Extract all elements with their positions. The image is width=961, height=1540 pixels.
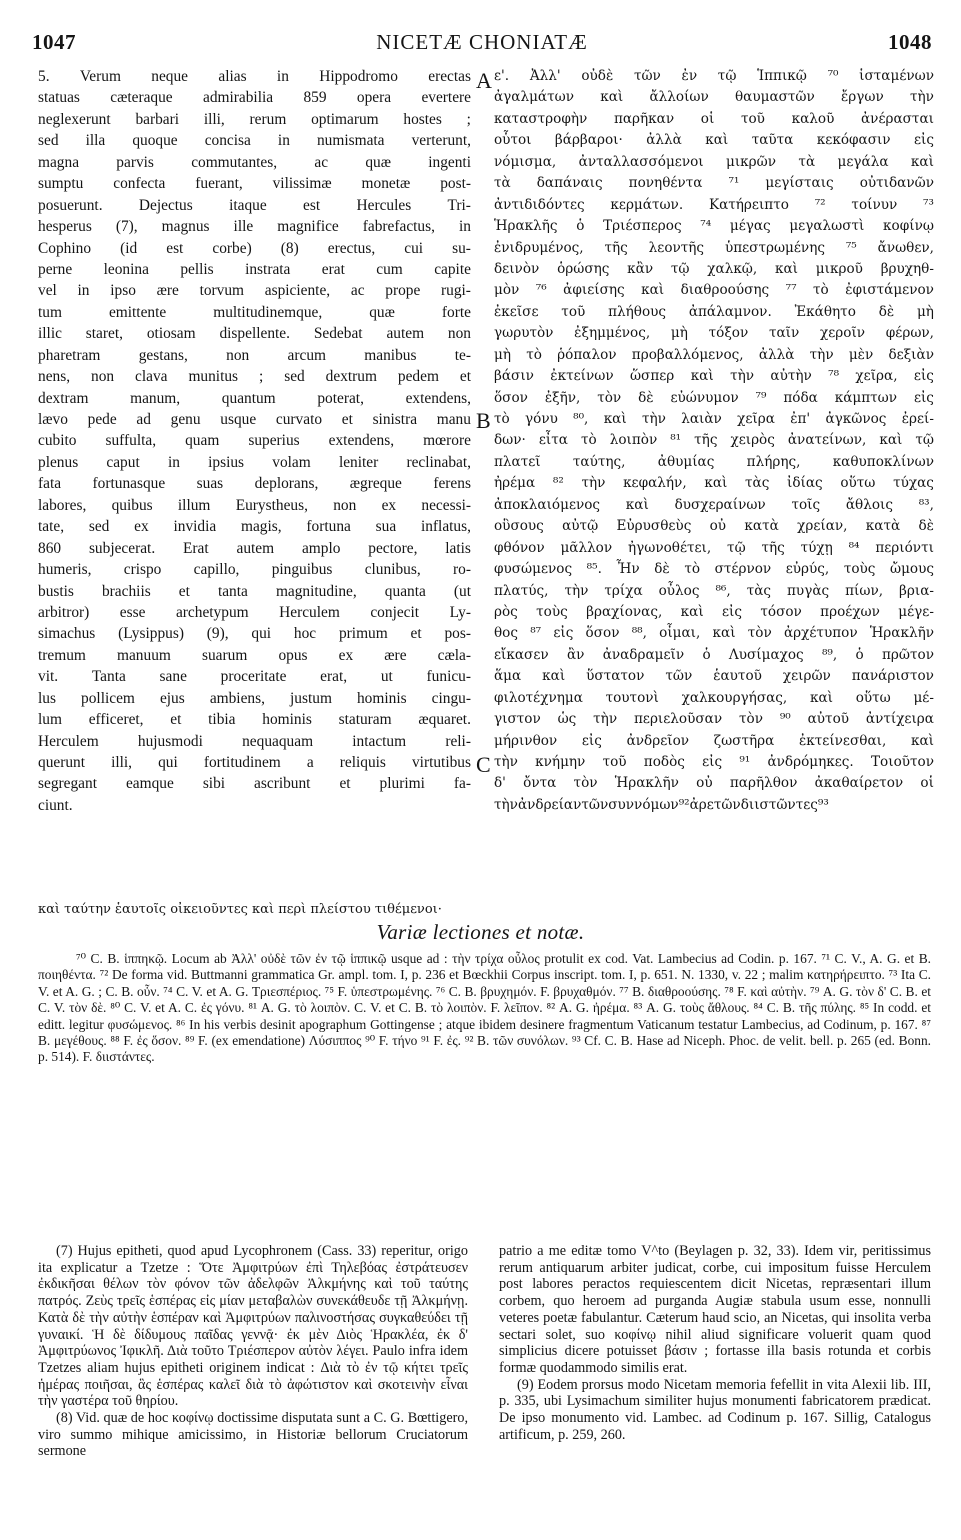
greek-text-line: ἅμα καὶ ὕστατον τῶν ἑαυτοῦ χειρῶν πανάριστον <box>494 668 934 685</box>
running-header <box>32 30 932 60</box>
greek-text-line: ρὸς τοὺς βραχίονας, καὶ εἰς τόσον προέχων μέγε- <box>494 603 934 620</box>
greek-text-line: καταστροφὴν παρῆκαν οἱ τοῦ καλοῦ ἀνέρασται <box>494 110 934 127</box>
greek-text-line: δεινὸν ὁρώσης κἂν τῷ χαλκῷ, καὶ μικροῦ βρυχηθ- <box>494 260 934 277</box>
greek-text-line: ἠρέμα ⁸² τὴν κεφαλήν, καὶ τὰς ἰδίας οὕτω τύχας <box>494 475 934 492</box>
greek-text-line: μήρινθον εἰς ἀνδρεῖον ζωστῆρα ἐκτείνεσθαι, καὶ <box>494 732 934 749</box>
latin-text-line: illic staret, otiosam dispellente. Sedebat autem non <box>38 325 471 343</box>
latin-text-line: simachus (Lysippus) (9), qui hoc primum et pos- <box>38 625 471 643</box>
latin-text-line: magna parvis commutantes, ac quæ ingenti <box>38 153 471 171</box>
latin-text-line: statuas cæteraque admirabilia 859 opera evertere <box>38 89 471 107</box>
greek-text-line: γωρυτὸν ἐξημμένος, μὴ τόξον ταῖν χεροῖν φέρων, <box>494 325 934 342</box>
variant-readings-text: ⁷⁰ C. B. ἱππηκῷ. Locum ab Ἀλλ' οὐδὲ τῶν ἐν τῷ ἱππικῷ usque ad : τὴν τρίχα οὖλος protulit ex cod. Vat. Lambecius ad Codin. p. 167. ⁷¹ C. V., A. G. et B. ποιηθέντα. ⁷² De forma vid. Buttmanni grammatica Gr. ampl. tom. I, p. 236 et Bœckhii Corpus inscript. tom. I, p. 651. N. 1330, v. 22 ; malim κατηρήρειπτο. ⁷³ Ita C. V. et A. G. ; C. B. οὖν. ⁷⁴ C. V. et A. G. Τριεσπέριος. ⁷⁵ F. ὑπεστρωμένης. ⁷⁶ C. B. βρυχημόν. F. βρυχαθμόν. ⁷⁷ B. διαθροούσης. ⁷⁸ F. καὶ αὐτὴν. ⁷⁹ A. G. τὸν δ' C. B. et C. V. τὸν δὲ. ⁸⁰ C. V. et A. C. ἐς γόνυ. ⁸¹ A. G. τὸ λοιπὸν. C. V. et C. B. τὸ λοιπὸν. F. λεῖπον. ⁸² A. G. ἠρέμα. ⁸³ A. G. τοὺς ἄθλους. ⁸⁴ C. B. τῆς πύλης. ⁸⁵ In codd. et editt. legitur φυσώμενος. ⁸⁶ In his verbis desinit apographum Gottingense ; atque ibidem desinere fragmentum Vaticanum testatur Lambecius, ad Codinum, p. 167. ⁸⁷ B. μεγέθους. ⁸⁸ F. ἐς ὅσον. ⁸⁹ F. (ex emendatione) Λύσιππος ⁹⁰ F. τήνο ⁹¹ F. ἐς. ⁹² B. τῶν συνόλων. ⁹³ Cf. C. B. Hase ad Niceph. Phoc. de velit. bell. p. 265 (ed. Bonn. p. 514). F. διιστάντες. <box>38 951 931 1065</box>
greek-text-line: εἴκασεν ἂν ἀναδραμεῖν ὁ Λυσίμαχος ⁸⁹, ὁ πρῶτον <box>494 646 934 663</box>
footnotes-right-column <box>499 1243 931 1443</box>
latin-text-line: dextram manum, quantum poterat, extendens, <box>38 389 471 407</box>
greek-text-line: ε'. Ἀλλ' οὐδὲ τῶν ἐν τῷ Ἱππικῷ ⁷⁰ ἱσταμένων <box>494 68 934 84</box>
page-number-left: 1047 <box>32 30 76 54</box>
greek-text-line: γιστον ὡς τὴν περιελοῦσαν τὸν ⁹⁰ αὐτοῦ ἀντίχειρα <box>494 711 934 728</box>
latin-text-line: nens, non clava munitus ; sed dextrum pedem et <box>38 368 471 386</box>
latin-text-line: hesperus (7), magnus ille magnifice fabrefactus, in <box>38 218 471 236</box>
latin-text-line: 860 subjecerat. Erat autem amplo pectore, latis <box>38 539 471 557</box>
latin-text-line: perne leonina pellis instrata erat cum capite <box>38 260 471 278</box>
footnotes-left-column <box>38 1243 468 1460</box>
greek-text-line: τὰ δαπάναις πονηθέντα ⁷¹ μεγίσταις οὐτιδανῶν <box>494 175 934 192</box>
latin-text-line: labores, quibus illum Eurystheus, non ex necessi- <box>38 496 471 514</box>
greek-text-line: θος ⁸⁷ εἰς ὅσον ⁸⁸, οἶμαι, καὶ τὸν ἀρχέτυπον Ἡρακλῆν <box>494 625 934 642</box>
latin-text-line: humeris, crispo capillo, pinguibus clunibus, ro- <box>38 561 471 579</box>
latin-text-line: vel in ipso ære torvum aspiciente, ac prope rugi- <box>38 282 471 300</box>
latin-text-line: sumptu confecta fuerant, vilissimæ monetæ post- <box>38 175 471 193</box>
greek-text-line: φυσώμενος ⁸⁵. Ἦν δὲ τὸ στέρνον εὐρύς, τοὺς ὤμους <box>494 561 934 578</box>
latin-text-line: fata fortunasque suas deplorans, ægreque ferens <box>38 475 471 493</box>
footnote-8-continued: patrio a me editæ tomo V^to (Beylagen p. 32, 33). Idem vir, peritissimus rerum antiquarum arbiter judicat, corbe, cui impositum fuisse Herculem post labores peractos requiescentem dicit Nicetas, repræsentari illum corbem, quo heroem ad purganda Augiæ stabula usum esse, nonnulli veteres poetæ fabulantur. Cæterum haud scio, an Nicetas, qui insolita verba sectari solet, suo κοφίνῳ nihil aliud significare voluerit quam quod simplicius dicere potuisset βάσιν ; fortasse illa basis rotunda et corbis formæ quodammodo similis erat. <box>499 1243 931 1376</box>
greek-text-line: μὴ τὸ ῥόπαλον προβαλλόμενος, ἀλλὰ τὴν μὲν δεξιὰν <box>494 346 934 363</box>
greek-text-column <box>494 66 934 816</box>
latin-text-line: cubito suffulta, quam superius extendens, mœrore <box>38 432 471 450</box>
greek-text-line: ὅσον ἐξῆν, τὸν δὲ εὐώνυμον ⁷⁹ πόδα κάμπτων εἰς <box>494 389 934 406</box>
running-title: NICETÆ CHONIATÆ <box>376 30 588 54</box>
greek-text-line: βάσιν ἐκτείνων ὥσπερ καὶ τὴν αὐτὴν ⁷⁸ χεῖρα, εἰς <box>494 368 934 385</box>
footnote-9: (9) Eodem prorsus modo Nicetam memoria fefellit in vita Alexii lib. III, p. 335, ubi Lysimachum similiter hujus monumenti fabricatorem prædicat. De ipso monumento vid. Lambec. ad Codinum p. 167. Sillig, Catalogus artificum, p. 259, 260. <box>499 1376 931 1443</box>
greek-text-line: τὸ γόνυ ⁸⁰, καὶ τὴν λαιὰν χεῖρα ἐπ' ἀγκῶνος ἐρεί- <box>494 411 934 427</box>
latin-text-line: neglexerunt barbari illi, rerum optimarum hostes ; <box>38 110 471 128</box>
latin-text-line: lus pollicem ejus ambiens, justum hominis cingu- <box>38 689 471 707</box>
latin-text-line: arbitror) esse archetypum Herculem conjecit Ly- <box>38 603 471 621</box>
latin-text-line: plenus caput in ipsius volam leniter reclinabat, <box>38 453 471 471</box>
greek-text-line: τὴν ἀνδρείαν τῶν συννόμων ⁹² ἀρετῶν διιστῶντες ⁹³ <box>494 796 829 813</box>
greek-text-line: πλατεῖ ταύτης, ἀθυμίας πλήρης, καθυποκλίνων <box>494 453 934 470</box>
greek-text-line: νόμισμα, ἀνταλλασσόμενοι μικρῶν τὰ μεγάλα καὶ <box>494 153 934 170</box>
greek-text-line: πλατύς, τὴν τρίχα οὖλος ⁸⁶, τὰς πυγὰς πίων, βρια- <box>494 582 934 599</box>
margin-letter-c: C <box>476 752 491 777</box>
latin-text-line: lævo pede ad genu usque curvato et sinistra manu <box>38 411 471 428</box>
greek-text-line: δων· εἶτα τὸ λοιπὸν ⁸¹ τῆς χειρὸς ἀνατείνων, καὶ τῷ <box>494 432 934 449</box>
greek-text-line: τὴν κνήμην τοῦ ποδὸς εἰς ⁹¹ ἀνδρόμηκες. Τοιοῦτον <box>494 754 934 770</box>
latin-text-line: querunt illi, qui fortitudinem a reliquis virtutibus <box>38 754 471 771</box>
margin-letter-b: B <box>476 408 491 433</box>
latin-text-column <box>38 66 471 816</box>
greek-text-line: δ' ὄντα τὸν Ἡρακλῆν οὐ παρῆλθον ἀκαθαίρετον οἱ <box>494 775 934 792</box>
notes-title: Variæ lectiones et notæ. <box>376 920 585 944</box>
latin-text-line: tate, sed ex invidia magis, fortuna sua inflatus, <box>38 518 471 536</box>
latin-text-line: pharetram gestans, non arcum manibus te- <box>38 346 471 364</box>
variant-readings <box>38 951 931 1066</box>
greek-text-line: ἐνιδρυμένος, τῆς λεοντῆς ὑπεστρωμένης ⁷⁵ ἄνωθεν, <box>494 239 934 256</box>
latin-text-line: tremum manuum suarum opus ex ære cæla- <box>38 646 471 664</box>
latin-text-line: tum emittente multitudinemque, quæ forte <box>38 303 471 321</box>
footnote-7: (7) Hujus epitheti, quod apud Lycophronem (Cass. 33) reperitur, origo ita explicatur a Tzetze : Ὅτε Ἀμφιτρύων ἐπὶ Τηλεβόας ἐστράτευσεν ἐκδικῆσαι θέλων τὸν φόνον τῶν ἀδελφῶν Ἀλκμήνης καὶ τοῦ ταύτης πατρός. Ζεὺς τρεῖς ἑσπέρας εἰς μίαν μεταβαλὼν συνεκάθευδε τῇ Ἀλκμήνῃ. Κατὰ δὲ τὴν αὐτὴν ἑσπέραν καὶ Ἀμφιτρύων παλινοστήσας συγκαθεύδει τῇ γυναικί. Ἡ δὲ δίδυμους παῖδας γεννᾷ· ἐκ μὲν Διὸς Ἡρακλέα, ἐκ δ' Ἀμφιτρύωνος Ἰφικλῆ. Διὰ τοῦτο Τριέσπερον αὐτὸν λέγει. Paulo infra idem Tzetzes aliam hujus epitheti originem indicat : Διὰ τὸ ἐν τῷ κήτει τρεῖς ἡμέρας ποιῆσαι, ἃς ἑσπέρας καλεῖ διὰ τὸ ἀφώτιστον καὶ σκοτεινὴν εἶναι τὴν γαστέρα τοῦ θηρίου. <box>38 1243 468 1410</box>
greek-text-line: οὓσους αὐτῷ Εὐρυσθεὺς οὐ κατὰ χρείαν, κατὰ δὲ <box>494 518 934 535</box>
greek-text-line: μὸν ⁷⁶ ἀφιείσης καὶ διαθροούσης ⁷⁷ τὸ ἐφιστάμενον <box>494 282 934 299</box>
greek-text-line: ἐκεῖσε τοῦ πλήθους ἀπάλαμνον. Ἐκάθητο δὲ μὴ <box>494 303 934 320</box>
greek-text-line: ἀγαλμάτων καὶ ἄλλοίων θαυμαστῶν ἔργων τὴν <box>494 89 934 106</box>
latin-text-line: sed illa quoque concisa in numismata verterunt, <box>38 132 471 150</box>
page-number-right: 1048 <box>888 30 932 54</box>
greek-text-line: φιλοτέχνημα τουτονὶ χαλκουργήσας, καὶ οὕτω μέ- <box>494 689 934 706</box>
latin-text-line: Herculem hujusmodi nequaquam intactum reli- <box>38 732 471 750</box>
greek-text-line: οὗτοι βάρβαροι· ἀλλὰ καὶ ταῦτα κεκόφασιν εἰς <box>494 132 934 149</box>
latin-text-line: Cophino (id est corbe) (8) erectus, cui su- <box>38 239 471 257</box>
margin-letter-a: A <box>476 68 492 93</box>
latin-text-line: segregant eamque sibi ascribunt et plurimi fa- <box>38 775 471 793</box>
latin-text-line: lum efficeret, et tibia hominis staturam æquaret. <box>38 711 471 729</box>
greek-text-line: ἀντιδιδόντες κερμάτων. Κατήρειπτο ⁷² τοίνυν ⁷³ <box>494 196 934 213</box>
latin-text-line: vit. Tanta sane proceritate erat, ut funicu- <box>38 668 471 686</box>
latin-text-line: 5. Verum neque alias in Hippodromo erectas <box>38 68 471 85</box>
greek-text-line: Ἡρακλῆς ὁ Τριέσπερος ⁷⁴ μέγας μεγαλωστὶ κοφίνῳ <box>494 218 934 235</box>
latin-text-line: posuerunt. Dejectus itaque est Hercules Tri- <box>38 196 471 214</box>
greek-tail-line: καὶ ταύτην ἑαυτοῖς οἰκειοῦντες καὶ περὶ πλείστου τιθέμενοι· <box>38 902 442 917</box>
greek-text-line: ἀποκλαιόμενος καὶ δυσχεραίνων τοῖς ἄθλοις ⁸³, <box>494 496 934 513</box>
greek-text-line: φθόνον μᾶλλον ἠγωνοθέτει, τῷ τῆς τύχῃ ⁸⁴ περιόντι <box>494 539 934 556</box>
footnote-8: (8) Vid. quæ de hoc κοφίνῳ doctissime disputata sunt a C. G. Bœttigero, viro summo mihique amicissimo, in Historiæ bellorum Cruciatorum sermone <box>38 1410 468 1460</box>
latin-text-line: ciunt. <box>38 796 73 814</box>
latin-text-line: bustis brachiis et tanta magnitudine, quanta (ut <box>38 582 471 600</box>
